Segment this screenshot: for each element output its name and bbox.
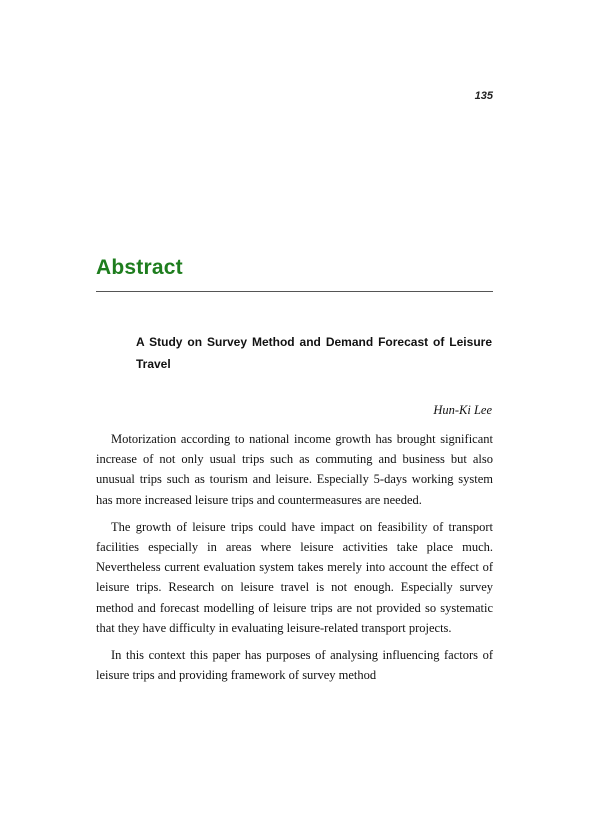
paper-title: A Study on Survey Method and Demand Forecast of Leisure Travel [136, 335, 492, 371]
section-heading: Abstract [96, 256, 183, 279]
page-number: 135 [474, 90, 493, 102]
abstract-paragraph: In this context this paper has purposes of analysing influencing factors of leisure trips and providing framework of survey method [96, 648, 493, 683]
abstract-body [96, 429, 493, 692]
abstract-paragraph: Motorization according to national income growth has brought significant increase of not only usual trips such as commuting and business but also unusual trips such as tourism and leisure. Especially 5-days working system has more increased leisure trips and countermeasures are needed. [96, 432, 493, 507]
author-name: Hun-Ki Lee [433, 403, 492, 417]
heading-rule [96, 291, 493, 292]
abstract-paragraph: The growth of leisure trips could have impact on feasibility of transport facilities especially in areas where leisure activities take place much. Nevertheless current evaluation system takes merely into account the effect of leisure trips. Research on leisure travel is not enough. Especially survey method and forecast modelling of leisure trips are not provided so systematic that they have difficulty in evaluating leisure-related transport projects. [96, 519, 493, 635]
